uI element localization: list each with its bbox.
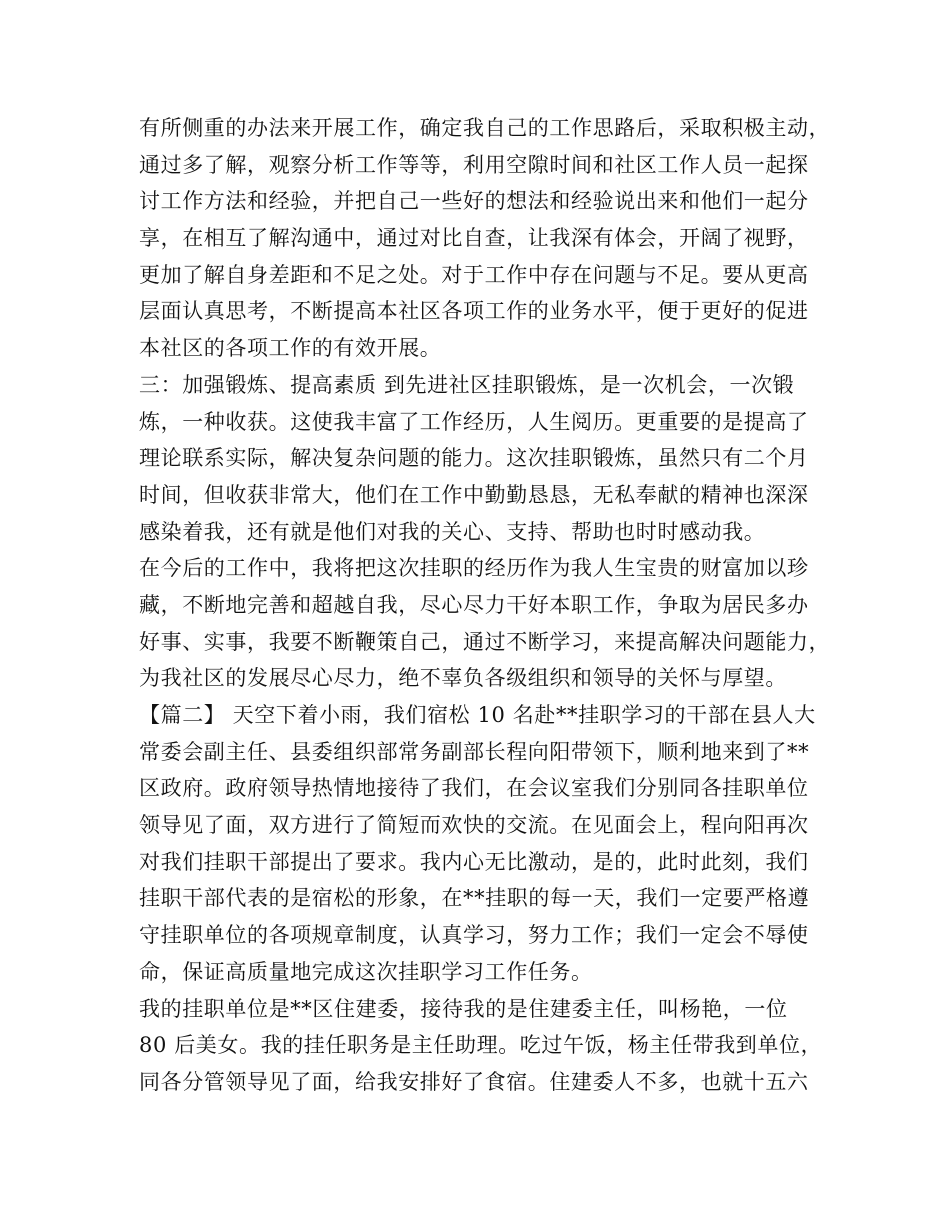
text-line: 挂职干部代表的是宿松的形象，在**挂职的每一天，我们一定要严格遵 [139, 886, 810, 911]
text-line: 更加了解自身差距和不足之处。对于工作中存在问题与不足。要从更高 [139, 262, 809, 287]
text-line: 三：加强锻炼、提高素质 到先进社区挂职锻炼，是一次机会，一次锻 [139, 372, 795, 397]
text-line: 命，保证高质量地完成这次挂职学习工作任务。 [139, 959, 593, 984]
text-line: 常委会副主任、县委组织部常务副部长程向阳带领下，顺利地来到了** [139, 739, 810, 764]
text-line: 对我们挂职干部提出了要求。我内心无比激动，是的，此时此刻，我们 [139, 849, 809, 874]
text-line: 在今后的工作中，我将把这次挂职的经历作为我人生宝贵的财富加以珍 [139, 556, 809, 581]
text-line: 有所侧重的办法来开展工作，确定我自己的工作思路后，采取积极主动， [139, 116, 831, 140]
text-line: 理论联系实际，解决复杂问题的能力。这次挂职锻炼，虽然只有二个月 [139, 446, 809, 471]
text-line: 享，在相互了解沟通中，通过对比自查，让我深有体会，开阔了视野， [139, 226, 809, 251]
text-line: 领导见了面，双方进行了简短而欢快的交流。在见面会上，程向阳再次 [139, 813, 809, 838]
text-line: 同各分管领导见了面，给我安排好了食宿。住建委人不多，也就十五六 [139, 1069, 809, 1094]
text-line: 炼，一种收获。这使我丰富了工作经历，人生阅历。更重要的是提高了 [139, 409, 809, 434]
text-line: 区政府。政府领导热情地接待了我们，在会议室我们分别同各挂职单位 [139, 776, 809, 801]
text-line: 我的挂职单位是**区住建委，接待我的是住建委主任，叫杨艳，一位 [139, 996, 788, 1021]
text-line: 藏，不断地完善和超越自我，尽心尽力干好本职工作，争取为居民多办 [139, 592, 809, 617]
text-line: 好事、实事，我要不断鞭策自己，通过不断学习，来提高解决问题能力， [139, 629, 831, 654]
text-line: 守挂职单位的各项规章制度，认真学习，努力工作；我们一定会不辱使 [139, 923, 809, 948]
document-body [139, 110, 829, 1101]
text-line: 80 后美女。我的挂任职务是主任助理。吃过午饭，杨主任带我到单位， [139, 1033, 823, 1058]
text-line: 时间，但收获非常大，他们在工作中勤勤恳恳，无私奉献的精神也深深 [139, 482, 809, 507]
text-line: 本社区的各项工作的有效开展。 [139, 336, 442, 361]
text-line: 感染着我，还有就是他们对我的关心、支持、帮助也时时感动我。 [139, 519, 766, 544]
text-line: 【篇二】 天空下着小雨，我们宿松 10 名赴**挂职学习的干部在县人大 [139, 703, 816, 727]
text-line: 通过多了解，观察分析工作等等，利用空隙时间和社区工作人员一起探 [139, 152, 809, 177]
text-line: 为我社区的发展尽心尽力，绝不辜负各级组织和领导的关怀与厚望。 [139, 666, 787, 691]
text-line: 层面认真思考，不断提高本社区各项工作的业务水平，便于更好的促进 [139, 299, 809, 324]
text-line: 讨工作方法和经验，并把自己一些好的想法和经验说出来和他们一起分 [139, 189, 809, 214]
